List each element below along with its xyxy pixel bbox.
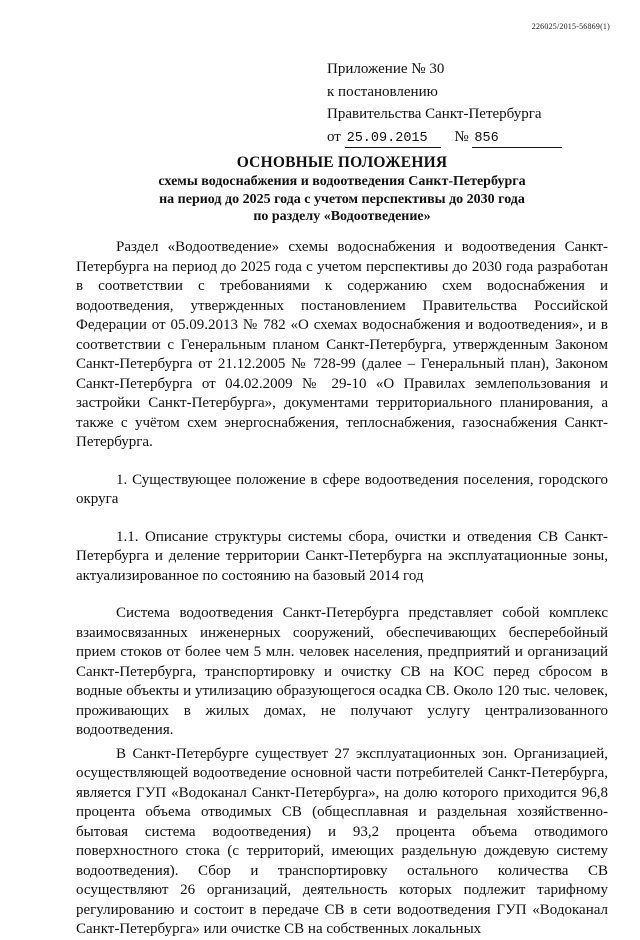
resolution-number: 856: [472, 131, 562, 148]
appendix-date-line: [327, 126, 587, 149]
appendix-government: Правительства Санкт-Петербурга: [327, 106, 542, 122]
heading-subtitle-1: схемы водоснабжения и водоотведения Санкт-Петербурга: [158, 174, 526, 189]
date-prefix: от: [327, 128, 341, 145]
appendix-block: [327, 58, 587, 148]
paragraph-zones: В Санкт-Петербурге существует 27 эксплуатационных зон. Организацией, осуществляющей водоотведение основной части потребителей Санкт-Петербурга, является ГУП «Водоканал Санкт-Петербурга», на долю которого приходится 96,8 процента объема отводимых СВ (общесплавная и раздельная хозяйственно-бытовая система водоотведения) и 93,2 процента объема отводимого поверхностного стока (с территорий, имеющих раздельную дождевую систему водоотведения). Сбор и транспортировку остального количества СВ осуществляют 26 организаций, деятельность которых подлежит тарифному регулированию и состоит в передаче СВ в сети водоотведения ГУП «Водоканал Санкт-Петербурга» или очистке СВ на собственных локальных: [76, 745, 608, 937]
section-heading-1: 1. Существующее положение в сфере водоотведения поселения, городского округа: [76, 471, 608, 507]
document-id: 226025/2015-56869(1): [531, 22, 610, 31]
heading-subtitle-2: на период до 2025 года с учетом перспективы до 2030 года: [159, 191, 525, 207]
section-heading-1-1: 1.1. Описание структуры системы сбора, очистки и отведения СВ Санкт-Петербурга и деление территории Санкт-Петербурга на эксплуатационные зоны, актуализированное по состоянию на базовый 2014 год: [76, 528, 608, 584]
document-heading: [76, 153, 608, 226]
appendix-resolution: к постановлению: [327, 83, 438, 100]
resolution-date: 25.09.2015: [345, 131, 441, 148]
paragraph-system: Система водоотведения Санкт-Петербурга представляет собой комплекс взаимосвязанных инженерных сооружений, обеспечивающих бесперебойный прием стоков от более чем 5 млн. человек населения, предприятий и организаций Санкт-Петербурга, транспортировку и очистку СВ на КОС перед сбросом в водные объекты и утилизацию образующегося осадка СВ. Около 120 тыс. человек, проживающих в жилых домах, не получают услугу централизованного водоотведения.: [76, 605, 608, 738]
heading-main: ОСНОВНЫЕ ПОЛОЖЕНИЯ: [236, 154, 448, 171]
paragraph-intro: Раздел «Водоотведение» схемы водоснабжения и водоотведения Санкт-Петербурга на период до 2025 года с учетом перспективы до 2030 года разработан в соответствии с требованиями к содержанию схем водоснабжения и водоотведения, утвержденных постановлением Правительства Российской Федерации от 05.09.2013 № 782 «О схемах водоснабжения и водоотведения», и в соответствии с Генеральным планом Санкт-Петербурга, утвержденным Законом Санкт-Петербурга от 21.12.2005 № 728-99 (далее – Генеральный план), Законом Санкт-Петербурга от 04.02.2009 № 29-10 «О Правилах землепользования и застройки Санкт-Петербурга», документами территориального планирования, а также с учётом схем энергоснабжения, теплоснабжения, газоснабжения Санкт-Петербурга.: [76, 239, 608, 450]
appendix-number: Приложение № 30: [327, 61, 445, 77]
number-sign: №: [454, 128, 469, 145]
document-body: [76, 238, 608, 940]
heading-subtitle-3: по разделу «Водоотведение»: [253, 209, 431, 224]
